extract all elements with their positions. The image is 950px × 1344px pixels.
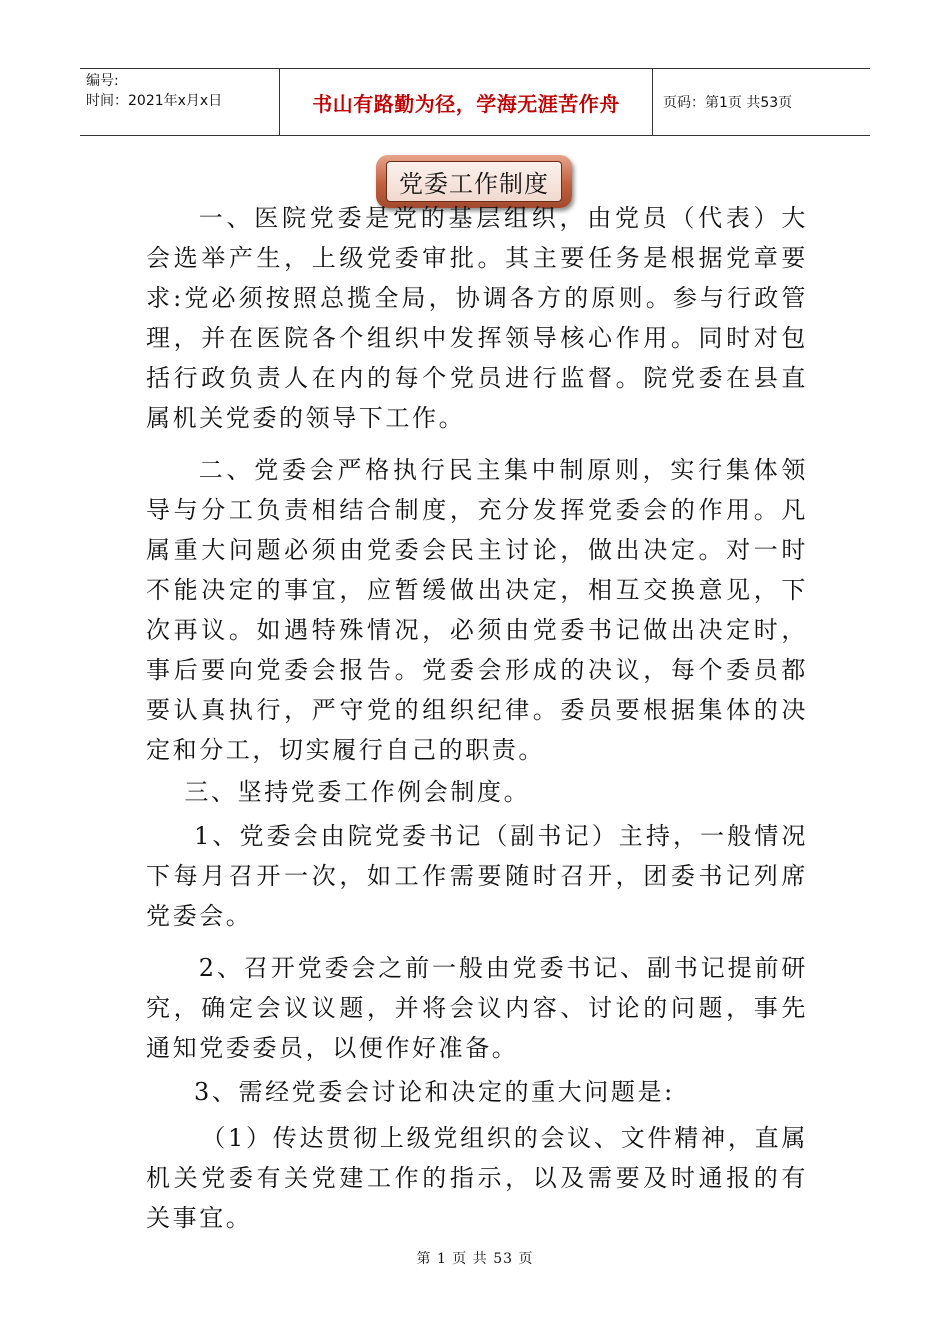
document-header — [80, 68, 870, 136]
document-title: 党委工作制度 — [386, 161, 562, 202]
document-body — [146, 198, 808, 1238]
serial-number-label: 编号: — [86, 73, 119, 89]
paragraph-7: （1）传达贯彻上级党组织的会议、文件精神，直属机关党委有关党建工作的指示，以及需要及时通报的有关事宜。 — [146, 1124, 808, 1232]
header-meta — [80, 69, 280, 135]
paragraph-4: 1、党委会由院党委书记（副书记）主持，一般情况下每月召开一次，如工作需要随时召开，团委书记列席党委会。 — [146, 822, 808, 930]
paragraph-2: 二、党委会严格执行民主集中制原则，实行集体领导与分工负责相结合制度，充分发挥党委会的作用。凡属重大问题必须由党委会民主讨论，做出决定。对一时不能决定的事宜，应暂缓做出决定，相互交换意见，下次再议。如遇特殊情况，必须由党委书记做出决定时，事后要向党委会报告。党委会形成的决议，每个委员都要认真执行，严守党的组织纪律。委员要根据集体的决定和分工，切实履行自己的职责。 — [146, 456, 808, 764]
header-motto: 书山有路勤为径，学海无涯苦作舟 — [280, 69, 653, 135]
date-label: 时间：2021年x月x日 — [86, 93, 223, 109]
paragraph-5: 2、召开党委会之前一般由党委书记、副书记提前研究，确定会议议题，并将会议内容、讨论的问题，事先通知党委委员，以便作好准备。 — [146, 954, 808, 1062]
header-page-info: 页码：第1页 共53页 — [663, 95, 793, 111]
paragraph-6: 3、需经党委会讨论和决定的重大问题是: — [194, 1078, 675, 1106]
paragraph-1: 一、医院党委是党的基层组织，由党员（代表）大会选举产生，上级党委审批。其主要任务是根据党章要求:党必须按照总揽全局，协调各方的原则。参与行政管理，并在医院各个组织中发挥领导核心作用。同时对包括行政负责人在内的每个党员进行监督。院党委在县直属机关党委的领导下工作。 — [146, 204, 808, 432]
paragraph-3: 三、坚持党委工作例会制度。 — [184, 778, 531, 806]
page-footer: 第 1 页 共 53 页 — [416, 1251, 534, 1267]
